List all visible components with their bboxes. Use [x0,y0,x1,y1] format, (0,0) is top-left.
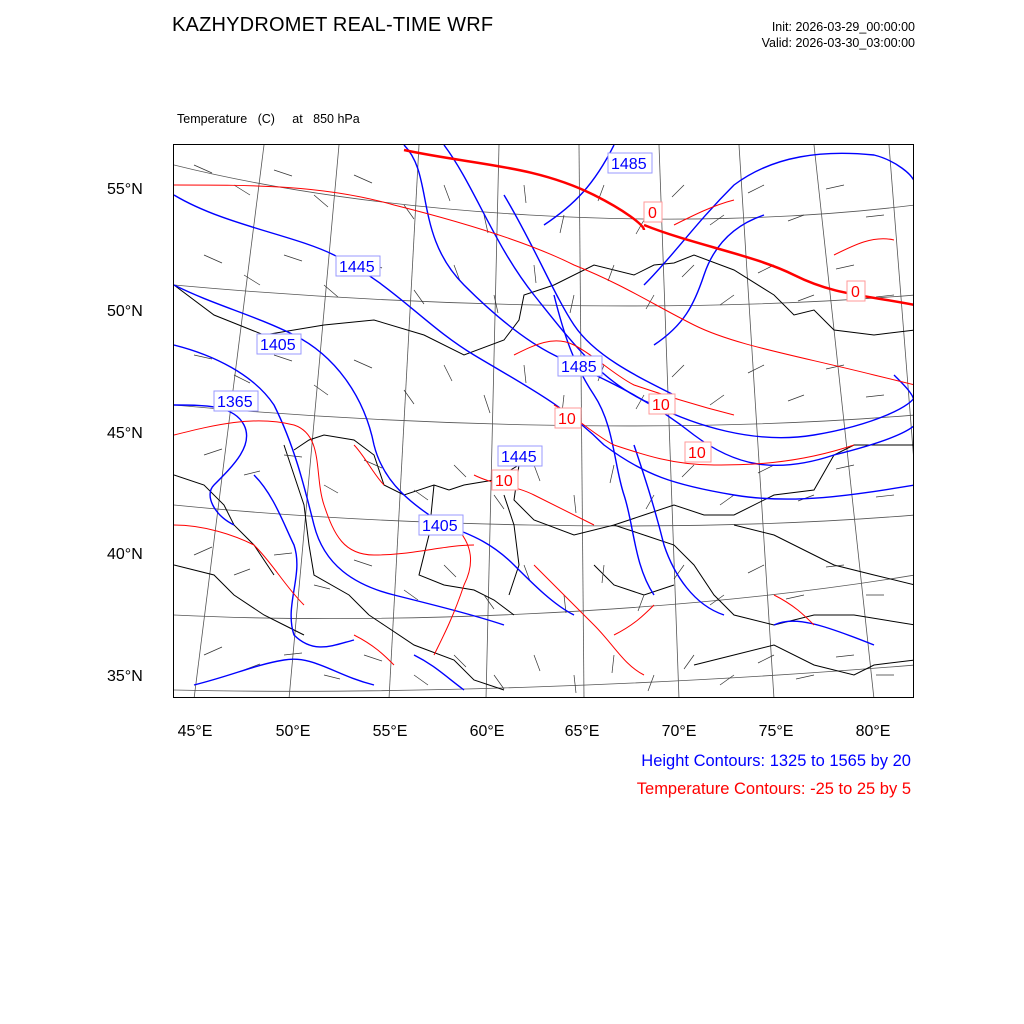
height-label-1365: 1365 [217,394,253,411]
map-panel [173,144,914,698]
init-time: Init: 2026-03-29_00:00:00 [771,20,915,34]
lat-label-45: 45°N [107,425,143,442]
lat-label-55: 55°N [107,181,143,198]
temperature-contour-labels [492,202,865,490]
wind-barbs [194,165,894,693]
lat-label-50: 50°N [107,303,143,320]
height-label-1445b: 1445 [501,449,537,466]
height-label-1485a: 1485 [611,156,647,173]
lon-label-50: 50°E [275,723,311,740]
temp-label-10a: 10 [652,397,670,414]
height-legend: Height Contours: 1325 to 1565 by 20 [641,752,911,770]
lon-label-45: 45°E [177,723,213,740]
temp-label-10b: 10 [558,411,576,428]
height-label-1485b: 1485 [561,359,597,376]
lon-label-65: 65°E [564,723,600,740]
map-title: KAZHYDROMET REAL-TIME WRF [172,14,494,36]
temperature-legend: Temperature Contours: -25 to 25 by 5 [636,780,911,798]
temperature-contours [174,150,914,675]
valid-time: Valid: 2026-03-30_03:00:00 [761,36,915,50]
map-canvas [174,145,914,698]
temp-label-10d: 10 [495,473,513,490]
lon-label-55: 55°E [372,723,408,740]
height-contours [174,145,914,690]
lon-label-60: 60°E [469,723,505,740]
time-info [762,19,915,51]
height-label-1405b: 1405 [422,518,458,535]
height-label-1405a: 1405 [260,337,296,354]
temp-label-10c: 10 [688,445,706,462]
height-label-1445a: 1445 [339,259,375,276]
lat-label-35: 35°N [107,668,143,685]
lat-label-40: 40°N [107,546,143,563]
temp-label-0a: 0 [648,205,657,222]
lon-label-75: 75°E [758,723,794,740]
lon-label-70: 70°E [661,723,697,740]
temp-label-0b: 0 [851,284,860,301]
country-borders [174,255,914,690]
field-temperature: Temperature (C) at 850 hPa [177,112,360,126]
lon-label-80: 80°E [855,723,891,740]
height-contour-labels [214,153,652,535]
